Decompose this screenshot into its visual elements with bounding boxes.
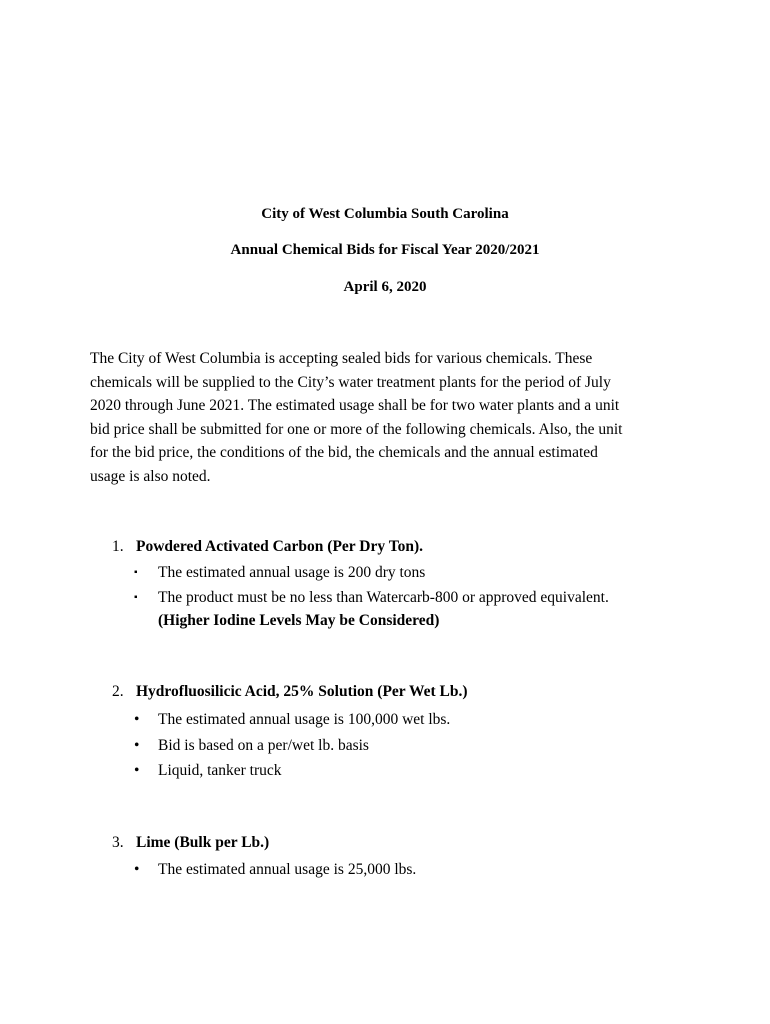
square-bullet-icon: ▪ [134,567,138,578]
list-item-text: The estimated annual usage is 25,000 lbs. [158,861,417,878]
item-number: 2. [112,683,124,700]
list-item-text: Liquid, tanker truck [158,762,282,779]
city-title: City of West Columbia South Carolina [261,206,509,222]
intro-line: chemicals will be supplied to the City’s water treatment plants for the period of July [90,373,611,391]
square-bullet-icon: ▪ [134,592,138,603]
item-title-text: Powdered Activated Carbon (Per Dry Ton). [136,538,424,555]
list-item [134,708,450,731]
list-item-text: The product must be no less than Watercarb-800 or approved equivalent. [158,589,609,606]
bid-title: Annual Chemical Bids for Fiscal Year 2020/2021 [230,242,540,258]
intro-line: usage is also noted. [90,467,211,485]
bid-date: April 6, 2020 [343,279,427,295]
item-2-title [112,683,468,701]
bullet-icon: • [134,711,140,728]
bullet-icon: • [134,737,140,754]
intro-line: The City of West Columbia is accepting sealed bids for various chemicals. These [90,350,593,367]
intro-paragraph [90,347,680,488]
item-3-title [112,834,269,852]
item-number: 1. [112,538,124,555]
intro-line: bid price shall be submitted for one or more of the following chemicals. Also, the unit [90,420,623,438]
item-1-title [112,538,423,556]
intro-line: for the bid price, the conditions of the bid, the chemicals and the annual estimated [90,444,598,461]
list-item-text: The estimated annual usage is 100,000 wet lbs. [158,711,451,728]
bullet-icon: • [134,762,140,779]
list-item-text: Bid is based on a per/wet lb. basis [158,737,369,754]
item-number: 3. [112,834,124,851]
bullet-icon: • [134,861,140,878]
intro-line: 2020 through June 2021. The estimated usage shall be for two water plants and a unit [90,397,620,414]
iodine-note: (Higher Iodine Levels May be Considered) [158,612,440,629]
list-item [134,734,369,757]
list-item [134,858,416,881]
list-item [134,759,282,782]
list-item [134,561,425,586]
item-title-text: Hydrofluosilicic Acid, 25% Solution (Per Wet Lb.) [136,683,468,700]
list-item-text: The estimated annual usage is 200 dry tons [158,564,426,581]
list-item [134,586,609,611]
item-title-text: Lime (Bulk per Lb.) [136,834,270,851]
